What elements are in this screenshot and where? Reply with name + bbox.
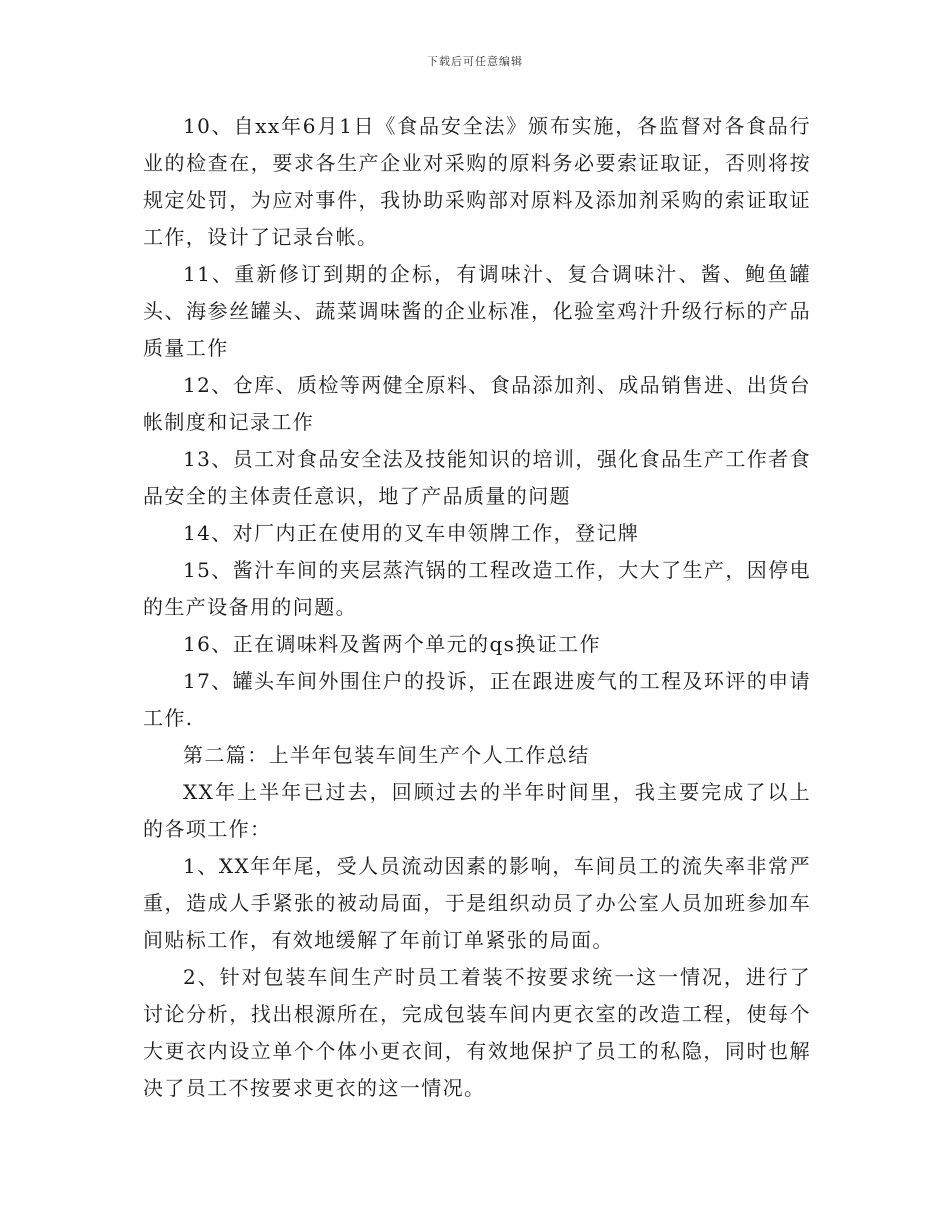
- paragraph-item-16: 16、正在调味料及酱两个单元的qs换证工作: [183, 632, 601, 656]
- paragraph-item-11: 11、重新修订到期的企标，有调味汁、复合调味汁、酱、鲍鱼罐头、海参丝罐头、蔬菜调味酱的企业标准，化验室鸡汁升级行标的产品质量工作: [143, 262, 811, 360]
- paragraph-item-1: 1、XX年年尾，受人员流动因素的影响，车间员工的流失率非常严重，造成人手紧张的被动局面，于是组织动员了办公室人员加班参加车间贴标工作，有效地缓解了年前订单紧张的局面。: [143, 854, 811, 952]
- page-header: 下载后可任意编辑: [427, 55, 523, 68]
- document-body: [143, 108, 811, 1107]
- paragraph-item-10: 10、自xx年6月1日《食品安全法》颁布实施，各监督对各食品行业的检查在，要求各生产企业对采购的原料务必要索证取证，否则将按规定处罚，为应对事件，我协助采购部对原料及添加剂采购的索证取证工作，设计了记录台帐。: [143, 114, 811, 249]
- paragraph-item-12: 12、仓库、质检等两健全原料、食品添加剂、成品销售进、出货台帐制度和记录工作: [143, 373, 811, 434]
- paragraph-item-2: 2、针对包装车间生产时员工着装不按要求统一这一情况，进行了讨论分析，找出根源所在，完成包装车间内更衣室的改造工程，使每个大更衣内设立单个个体小更衣间，有效地保护了员工的私隐，同时也解决了员工不按要求更衣的这一情况。: [143, 965, 811, 1100]
- paragraph-item-13: 13、员工对食品安全法及技能知识的培训，强化食品生产工作者食品安全的主体责任意识，地了产品质量的问题: [143, 447, 811, 508]
- section-intro: XX年上半年已过去，回顾过去的半年时间里，我主要完成了以上的各项工作：: [143, 780, 811, 841]
- section-heading: 第二篇：上半年包装车间生产个人工作总结: [183, 743, 590, 767]
- paragraph-item-15: 15、酱汁车间的夹层蒸汽锅的工程改造工作，大大了生产，因停电的生产设备用的问题。: [143, 558, 811, 619]
- paragraph-item-14: 14、对厂内正在使用的叉车申领牌工作，登记牌: [183, 521, 640, 545]
- paragraph-item-17: 17、罐头车间外围住户的投诉，正在跟进废气的工程及环评的申请工作.: [143, 669, 811, 730]
